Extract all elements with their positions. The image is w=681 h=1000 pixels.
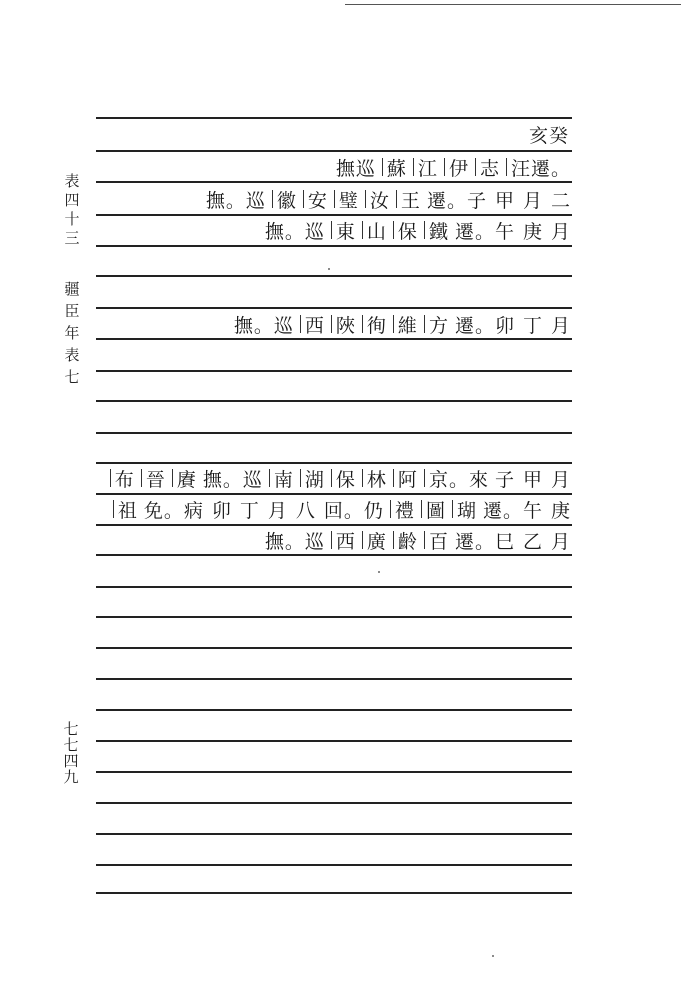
cell-text: 方: [428, 314, 449, 337]
cell-text: 月: [550, 220, 571, 243]
column-tick: [444, 158, 445, 176]
cell-text: 保: [397, 220, 418, 243]
margin-char: 年: [64, 324, 80, 342]
cell-text: 京。來: [428, 468, 489, 491]
margin-char: 臣: [64, 302, 80, 320]
table-row: [104, 464, 571, 492]
cell-text: 撫。巡: [264, 530, 325, 553]
cell-text: 保: [335, 468, 356, 491]
cell-text: 安: [307, 189, 328, 212]
cell-text: 廣: [366, 530, 387, 553]
cell-text: 鐵: [428, 220, 449, 243]
cell-text: 徇: [366, 314, 387, 337]
column-tick: [506, 158, 507, 176]
cell-text: 庚: [522, 220, 543, 243]
cell-text: 丁: [522, 314, 543, 337]
cell-text: 丁: [239, 499, 260, 522]
cell-text: 撫: [335, 157, 356, 180]
column-tick: [331, 531, 332, 549]
cell-text: 林: [366, 468, 387, 491]
cell-text: 撫。巡: [202, 468, 263, 491]
cell-text: 百: [428, 530, 449, 553]
cell-text: 維: [397, 314, 418, 337]
cell-text: 撫。巡: [205, 189, 266, 212]
cell-text: 志: [479, 157, 500, 180]
table-rule: [96, 400, 572, 402]
cell-text: 月: [550, 314, 571, 337]
cell-text: 蘇: [386, 157, 407, 180]
margin-char: 七: [64, 368, 80, 386]
page-number-char: 四: [63, 752, 79, 770]
cell-text: 祖: [117, 499, 138, 522]
cell-text: 賡: [176, 468, 197, 491]
table-rule: [96, 586, 572, 588]
column-tick: [331, 221, 332, 239]
column-tick: [334, 190, 335, 208]
cell-text: 西: [335, 530, 356, 553]
cell-text: 遷。午: [482, 499, 543, 522]
table-row: [265, 526, 571, 554]
table-rule: [96, 245, 572, 247]
column-tick: [424, 221, 425, 239]
column-tick: [172, 469, 173, 487]
column-tick: [424, 531, 425, 549]
cell-text: 遷。: [530, 157, 571, 180]
cell-text: 王: [400, 189, 421, 212]
cell-text: 月: [267, 499, 288, 522]
column-tick: [362, 315, 363, 333]
cell-text: 癸: [548, 124, 569, 147]
cell-text: 布: [114, 468, 135, 491]
table-rule: [96, 864, 572, 866]
cell-text: 庚: [550, 499, 571, 522]
table-rule: [96, 432, 572, 434]
column-tick: [413, 158, 414, 176]
cell-text: 瑚: [456, 499, 477, 522]
column-tick: [421, 500, 422, 518]
column-tick: [272, 190, 273, 208]
cell-text: 圖: [425, 499, 446, 522]
table-row: [336, 153, 571, 181]
margin-char: 表: [64, 346, 80, 364]
table-rule: [96, 833, 572, 835]
table-row: [234, 310, 571, 338]
cell-text: 回。仍: [323, 499, 384, 522]
cell-text: 晉: [145, 468, 166, 491]
cell-text: 禮: [394, 499, 415, 522]
table-rule: [96, 307, 572, 309]
column-tick: [393, 221, 394, 239]
table-row: [529, 120, 569, 148]
cell-text: 璧: [338, 189, 359, 212]
table-rule: [96, 802, 572, 804]
column-tick: [362, 221, 363, 239]
table-row: [265, 216, 571, 244]
cell-text: 月: [550, 530, 571, 553]
cell-text: 湖: [304, 468, 325, 491]
column-tick: [452, 500, 453, 518]
table-rule: [96, 616, 572, 618]
column-tick: [424, 469, 425, 487]
margin-char: 疆: [64, 280, 80, 298]
cell-text: 卯: [211, 499, 232, 522]
cell-text: 遷。卯: [454, 314, 515, 337]
table-rule: [96, 678, 572, 680]
column-tick: [110, 469, 111, 487]
cell-text: 汪: [510, 157, 531, 180]
cell-text: 伊: [448, 157, 469, 180]
column-tick: [393, 469, 394, 487]
cell-text: 乙: [522, 530, 543, 553]
cell-text: 八: [295, 499, 316, 522]
column-tick: [475, 158, 476, 176]
section-title-vertical: [62, 278, 82, 388]
cell-text: 免。病: [143, 499, 204, 522]
table-rule: [96, 647, 572, 649]
column-tick: [396, 190, 397, 208]
top-edge-line: [345, 4, 681, 5]
table-rule: [96, 771, 572, 773]
cell-text: 甲: [522, 468, 543, 491]
column-tick: [365, 190, 366, 208]
column-tick: [331, 469, 332, 487]
cell-text: 月: [550, 468, 571, 491]
page-number-char: 七: [63, 720, 79, 738]
table-rule: [96, 370, 572, 372]
cell-text: 江: [417, 157, 438, 180]
table-rule: [96, 275, 572, 277]
cell-text: 阿: [397, 468, 418, 491]
column-tick: [424, 315, 425, 333]
page-number-char: 七: [63, 736, 79, 754]
cell-text: 遷。午: [454, 220, 515, 243]
column-tick: [300, 469, 301, 487]
cell-text: 東: [335, 220, 356, 243]
table-rule: [96, 709, 572, 711]
cell-text: 齡: [397, 530, 418, 553]
column-tick: [362, 531, 363, 549]
column-tick: [269, 469, 270, 487]
margin-char: 表: [64, 172, 80, 190]
print-speck: [328, 268, 330, 270]
cell-text: 撫。巡: [264, 220, 325, 243]
column-tick: [382, 158, 383, 176]
cell-text: 徽: [276, 189, 297, 212]
table-rule: [96, 338, 572, 340]
print-speck: [492, 955, 494, 957]
cell-text: 山: [366, 220, 387, 243]
cell-text: 撫。巡: [233, 314, 294, 337]
cell-text: 陜: [335, 314, 356, 337]
page-number-vertical: [60, 721, 82, 785]
cell-text: 遷。巳: [454, 530, 515, 553]
cell-text: 汝: [369, 189, 390, 212]
cell-text: 亥: [528, 124, 549, 147]
cell-text: 巡: [355, 157, 376, 180]
column-tick: [390, 500, 391, 518]
cell-text: 甲: [494, 189, 515, 212]
table-row: [107, 495, 571, 523]
column-tick: [113, 500, 114, 518]
table-title-vertical: [62, 172, 82, 248]
print-speck: [378, 571, 380, 573]
table-row: [206, 185, 571, 213]
column-tick: [303, 190, 304, 208]
column-tick: [362, 469, 363, 487]
column-tick: [393, 531, 394, 549]
margin-char: 十: [64, 210, 80, 228]
table-rule: [96, 740, 572, 742]
table-rule: [96, 117, 572, 119]
table-rule: [96, 554, 572, 556]
table-rule: [96, 150, 572, 152]
column-tick: [393, 315, 394, 333]
column-tick: [331, 315, 332, 333]
margin-char: 四: [64, 191, 80, 209]
cell-text: 二: [550, 189, 571, 212]
cell-text: 月: [522, 189, 543, 212]
cell-text: 西: [304, 314, 325, 337]
column-tick: [300, 315, 301, 333]
table-rule: [96, 181, 572, 183]
column-tick: [141, 469, 142, 487]
cell-text: 子: [494, 468, 515, 491]
cell-text: 遷。子: [426, 189, 487, 212]
cell-text: 南: [273, 468, 294, 491]
margin-char: 三: [64, 229, 80, 247]
table-rule: [96, 892, 572, 894]
page-number-char: 九: [63, 768, 79, 786]
